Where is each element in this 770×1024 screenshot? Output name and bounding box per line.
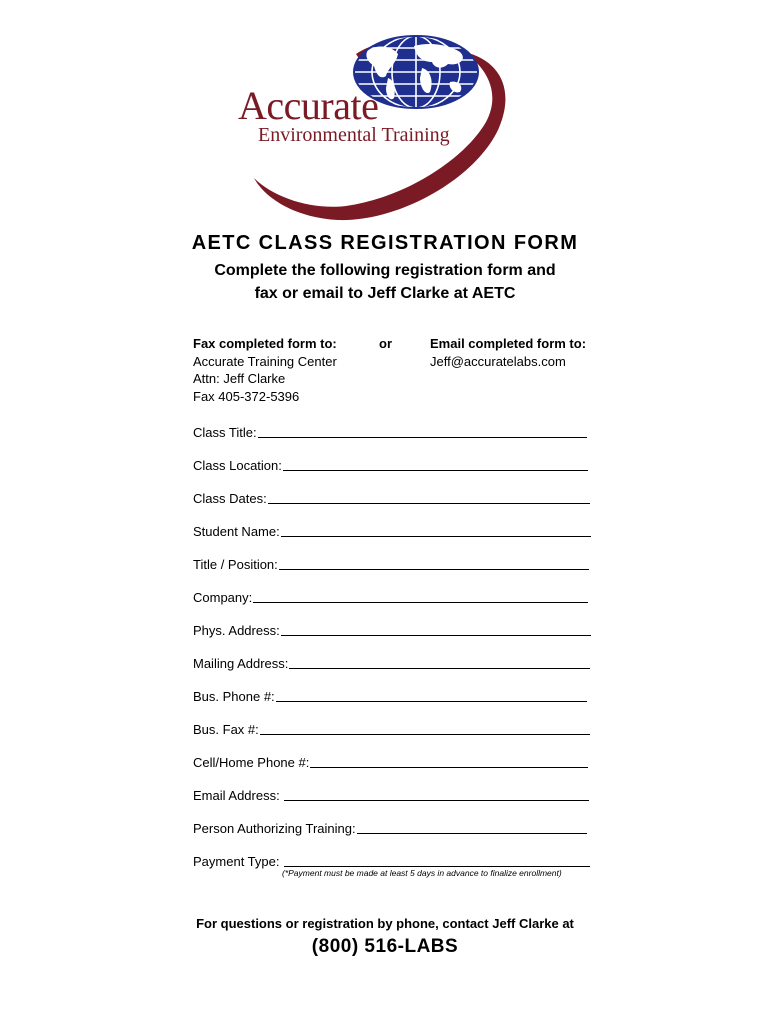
instruction-line-1: Complete the following registration form and <box>214 262 556 279</box>
field-class-location <box>193 454 588 474</box>
logo-tagline: Environmental Training <box>258 124 450 146</box>
field-person-authorizing <box>193 817 587 837</box>
footer-contact-text: For questions or registration by phone, contact Jeff Clarke at <box>196 916 574 931</box>
field-title-position <box>193 553 589 573</box>
form-title: AETC CLASS REGISTRATION FORM <box>191 232 579 254</box>
field-class-dates <box>193 487 590 507</box>
payment-note: (*Payment must be made at least 5 days in advance to finalize enrollment) <box>282 868 562 878</box>
phys-address-input[interactable] <box>281 635 591 636</box>
field-bus-fax <box>193 718 590 738</box>
field-label: Student Name: <box>193 524 280 539</box>
class-dates-input[interactable] <box>268 503 590 504</box>
or-separator <box>379 335 392 353</box>
student-name-input[interactable] <box>281 536 591 537</box>
field-phys-address <box>193 619 591 639</box>
field-student-name <box>193 520 591 540</box>
field-label: Person Authorizing Training: <box>193 821 356 836</box>
mailing-address-input[interactable] <box>289 668 590 669</box>
field-payment-type <box>193 850 590 870</box>
fax-number: Fax 405-372-5396 <box>193 388 300 404</box>
field-cell-home-phone <box>193 751 588 771</box>
fax-attention: Attn: Jeff Clarke <box>193 371 286 387</box>
field-label: Title / Position: <box>193 557 278 572</box>
field-mailing-address <box>193 652 590 672</box>
field-label: Cell/Home Phone #: <box>193 755 310 770</box>
field-label: Mailing Address: <box>193 656 289 671</box>
field-label: Company: <box>193 590 253 605</box>
field-email-address <box>193 784 589 804</box>
footer-phone-number[interactable]: (800) 516-LABS <box>311 936 459 957</box>
field-label: Class Title: <box>193 425 257 440</box>
person-authorizing-input[interactable] <box>357 833 587 834</box>
bus-fax-input[interactable] <box>260 734 590 735</box>
company-logo <box>228 30 528 230</box>
field-company <box>193 586 588 606</box>
logo-company-name: Accurate <box>238 83 379 128</box>
class-location-input[interactable] <box>283 470 588 471</box>
field-label: Email Address: <box>193 788 284 803</box>
fax-contact-block <box>193 335 337 405</box>
field-label: Bus. Fax #: <box>193 722 259 737</box>
instruction-line-2: fax or email to Jeff Clarke at AETC <box>254 285 516 302</box>
email-contact-block <box>430 335 586 370</box>
title-position-input[interactable] <box>279 569 589 570</box>
or-text: or <box>379 336 392 351</box>
field-label: Phys. Address: <box>193 623 280 638</box>
cell-home-phone-input[interactable] <box>310 767 588 768</box>
fax-center-name: Accurate Training Center <box>193 353 337 369</box>
bus-phone-input[interactable] <box>276 701 587 702</box>
field-label: Class Dates: <box>193 491 267 506</box>
email-heading: Email completed form to: <box>430 336 587 351</box>
company-input[interactable] <box>253 602 588 603</box>
field-label: Payment Type: <box>193 854 284 869</box>
field-label: Bus. Phone #: <box>193 689 275 704</box>
field-class-title <box>193 421 587 441</box>
fax-heading: Fax completed form to: <box>193 336 337 351</box>
payment-type-input[interactable] <box>284 866 590 867</box>
field-label: Class Location: <box>193 458 282 473</box>
email-address-input[interactable] <box>284 800 589 801</box>
class-title-input[interactable] <box>258 437 587 438</box>
field-bus-phone <box>193 685 587 705</box>
email-address[interactable]: Jeff@accuratelabs.com <box>430 353 566 369</box>
